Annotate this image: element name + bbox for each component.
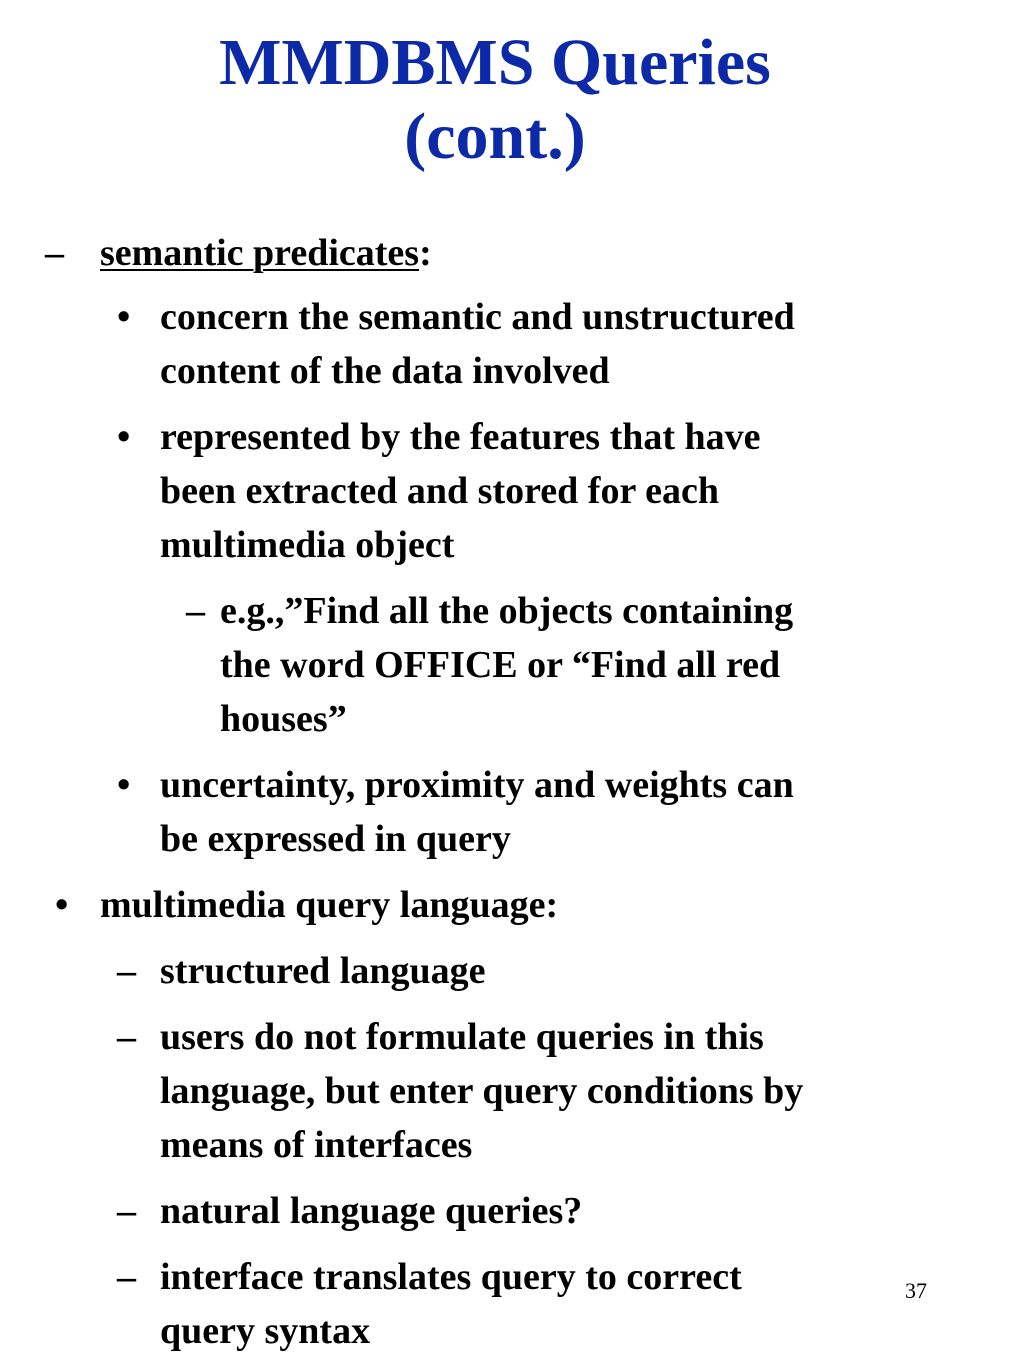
mql-heading: multimedia query language: (100, 884, 559, 926)
list-item-line: language, but enter query conditions by (160, 1070, 804, 1112)
list-item-line: natural language queries? (160, 1190, 583, 1232)
list-item-line: means of interfaces (160, 1124, 473, 1166)
example-line: e.g.,”Find all the objects containing (220, 590, 794, 632)
example-line: the word OFFICE or “Find all red (220, 644, 781, 686)
dash-marker: – (117, 1256, 136, 1298)
list-item-line: interface translates query to correct (160, 1256, 742, 1298)
list-item-line: be expressed in query (160, 818, 511, 860)
list-item-line: multimedia object (160, 524, 455, 566)
list-item-line: uncertainty, proximity and weights can (160, 764, 794, 806)
heading-colon: : (419, 232, 432, 274)
page-number: 37 (905, 1278, 927, 1303)
bullet-marker: • (55, 884, 69, 926)
list-item-line: represented by the features that have (160, 416, 761, 458)
dash-marker: – (117, 1016, 136, 1058)
list-item-line: structured language (160, 950, 486, 992)
bullet-marker: • (117, 764, 131, 806)
dash-marker: – (117, 1190, 136, 1232)
semantic-predicates-heading (100, 232, 432, 274)
slide-title (0, 26, 990, 174)
list-item-line: content of the data involved (160, 350, 610, 392)
dash-marker: – (186, 590, 205, 632)
list-item-line: users do not formulate queries in this (160, 1016, 764, 1058)
bullet-marker: • (117, 296, 131, 338)
bullet-marker: • (117, 416, 131, 458)
slide-title-line-1: MMDBMS Queries (219, 26, 771, 99)
dash-marker: – (45, 232, 64, 274)
list-item-line: concern the semantic and unstructured (160, 296, 795, 338)
slide-title-line-2: (cont.) (404, 100, 586, 173)
example-line: houses” (220, 698, 347, 740)
semantic-predicates-term: semantic predicates (100, 232, 420, 274)
list-item-line: query syntax (160, 1310, 371, 1352)
list-item-line: been extracted and stored for each (160, 470, 719, 512)
dash-marker: – (117, 950, 136, 992)
